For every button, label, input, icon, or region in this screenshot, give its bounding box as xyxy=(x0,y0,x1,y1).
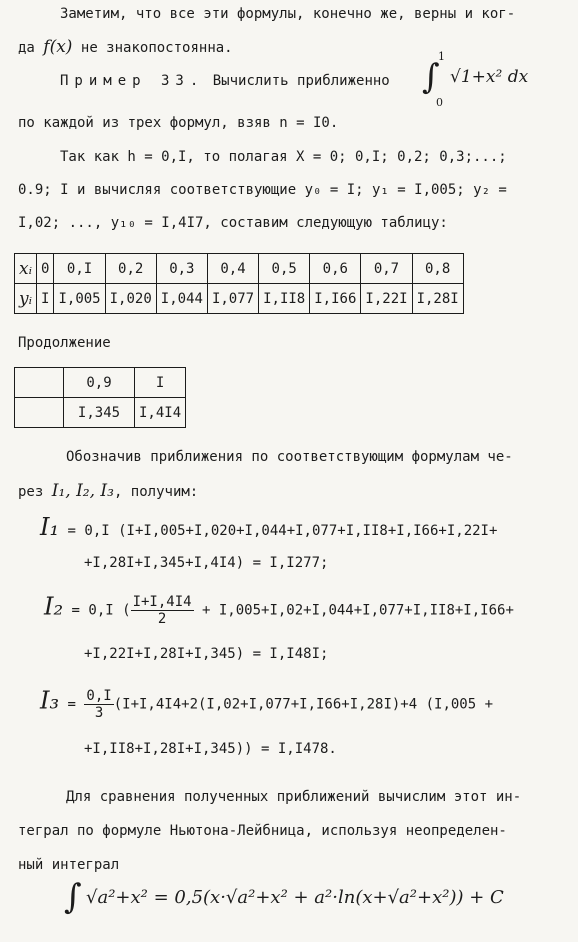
formula-I1-name: I₁ xyxy=(40,513,60,541)
table-cell: I,I66 xyxy=(310,284,361,314)
formula-I2-line-2: +I,22I+I,28I+I,345) = I,I48I; xyxy=(84,646,329,662)
continuation-label: Продолжение xyxy=(18,335,111,351)
variables-I: I₁, I₂, I₃ xyxy=(51,481,114,501)
table-cell: 0,9 xyxy=(64,368,135,398)
table-cell: I,345 xyxy=(64,398,135,428)
formula-text: + I,005+I,02+I,044+I,077+I,II8+I,I66+ xyxy=(202,602,514,619)
table-row-y xyxy=(15,284,464,314)
paragraph-2-line-1: Так как h = 0,I, то полагая X = 0; 0,I; 0,2; 0,3;...; xyxy=(60,149,507,165)
table-header-blank xyxy=(15,368,64,398)
paragraph-2-line-2: 0.9; I и вычисляя соответствующие y₀ = I; y₁ = I,005; y₂ = xyxy=(18,182,507,198)
table-cell: I,22I xyxy=(361,284,412,314)
table-cell: I,044 xyxy=(156,284,207,314)
paragraph-3-line-1: Обозначив приближения по соответствующим формулам че- xyxy=(66,449,513,465)
table-header-blank xyxy=(15,398,64,428)
formula-text: (I+I,4I4+2(I,02+I,077+I,I66+I,28I)+4 (I,005 + xyxy=(113,696,494,713)
example-text: Вычислить приближенно xyxy=(212,73,390,89)
formula-I3-line-2: +I,II8+I,28I+I,345)) = I,I478. xyxy=(84,741,337,757)
table-cell: 0 xyxy=(37,254,54,284)
table-cell: 0,7 xyxy=(361,254,412,284)
formula-I3-line-1 xyxy=(40,688,493,721)
table-cell: I,005 xyxy=(54,284,105,314)
table-cell: 0,2 xyxy=(105,254,156,284)
text-fragment: не знакопостоянна. xyxy=(80,40,233,56)
text-fragment: да xyxy=(18,40,35,56)
table-cell: I,4I4 xyxy=(135,398,186,428)
table-cell: 0,6 xyxy=(310,254,361,284)
formula-text: = 0,I ( xyxy=(71,602,131,619)
formula-text: = 0,I (I+I,005+I,020+I,044+I,077+I,II8+I,I66+I,22I+ xyxy=(67,523,498,539)
table-cell: I xyxy=(135,368,186,398)
formula-I3-name: I₃ xyxy=(40,686,60,715)
table-row-y xyxy=(15,398,186,428)
table-cell: I,020 xyxy=(105,284,156,314)
function-fx: f(x) xyxy=(43,37,73,57)
fraction-denominator: 2 xyxy=(157,611,167,627)
continuation-table xyxy=(14,367,186,428)
paragraph-4-line-2: теграл по формуле Ньютона-Лейбница, используя неопределен- xyxy=(18,823,507,839)
fraction xyxy=(131,594,194,627)
paragraph-2-line-3: I,02; ..., y₁₀ = I,4I7, составим следующую таблицу: xyxy=(18,215,448,231)
table-row-x xyxy=(15,368,186,398)
fraction xyxy=(84,688,113,721)
fraction-denominator: 3 xyxy=(94,705,104,721)
fraction-numerator: I+I,4I4 xyxy=(132,594,192,610)
table-cell: 0,5 xyxy=(259,254,310,284)
integral-lower-limit: 0 xyxy=(436,96,443,109)
integrand: √1+x² dx xyxy=(450,67,529,87)
paragraph-1-line-1: Заметим, что все эти формулы, конечно же, верны и ког- xyxy=(60,6,516,22)
paragraph-3-line-2 xyxy=(18,482,198,501)
values-table xyxy=(14,253,464,314)
fraction-numerator: 0,I xyxy=(86,688,112,704)
formula-I2-line-1 xyxy=(44,594,514,627)
table-cell: I xyxy=(37,284,54,314)
formula-text: = xyxy=(67,696,76,713)
table-cell: 0,8 xyxy=(412,254,463,284)
integral-upper-limit: 1 xyxy=(438,50,445,63)
text-fragment: , получим: xyxy=(113,484,199,500)
integral-sign: ∫ xyxy=(422,57,440,97)
table-cell: 0,3 xyxy=(156,254,207,284)
table-row-x xyxy=(15,254,464,284)
table-header-y: yᵢ xyxy=(15,284,37,314)
table-cell: I,077 xyxy=(207,284,258,314)
formula-I1-line-1 xyxy=(40,513,498,541)
paragraph-1-line-2 xyxy=(18,38,233,57)
table-cell: I,II8 xyxy=(259,284,310,314)
final-integral-sign: ∫ xyxy=(64,877,82,917)
formula-I1-line-2: +I,28I+I,345+I,4I4) = I,I277; xyxy=(84,555,329,571)
paragraph-4-line-3: ный интеграл xyxy=(18,857,120,873)
text-fragment: рез xyxy=(18,484,44,500)
formula-I2-name: I₂ xyxy=(44,592,64,621)
example-label: Пример 33. xyxy=(60,73,205,89)
table-cell: 0,4 xyxy=(207,254,258,284)
table-cell: 0,I xyxy=(54,254,105,284)
example-line-1 xyxy=(60,72,390,90)
paragraph-4-line-1: Для сравнения полученных приближений вычислим этот ин- xyxy=(66,789,522,805)
example-line-2: по каждой из трех формул, взяв n = I0. xyxy=(18,115,339,131)
table-header-x: xᵢ xyxy=(15,254,37,284)
table-cell: I,28I xyxy=(412,284,463,314)
final-formula: √a²+x² = 0,5(x·√a²+x² + a²·ln(x+√a²+x²)) + C xyxy=(86,887,504,908)
